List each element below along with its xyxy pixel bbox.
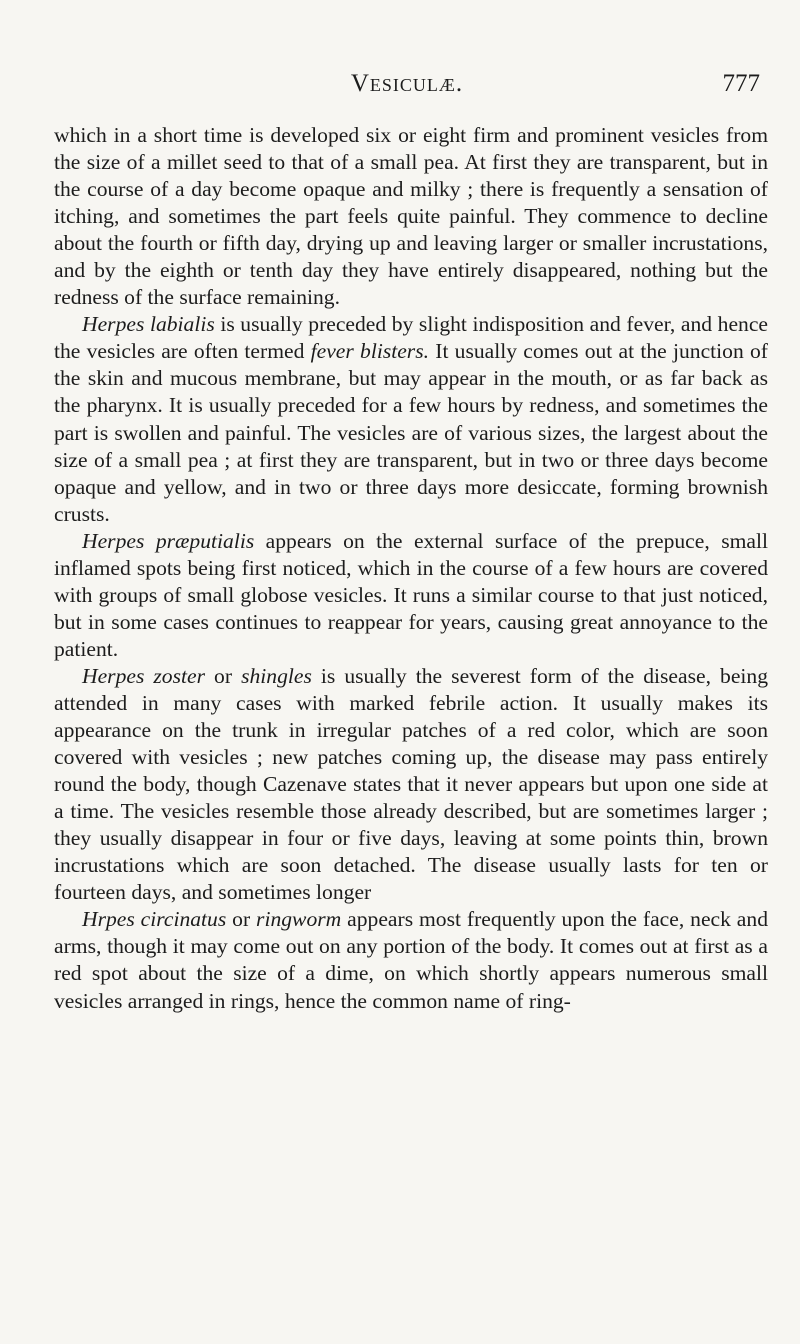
paragraph-continuation <box>54 122 768 311</box>
term-herpes-labialis: Herpes labialis <box>82 312 215 337</box>
running-title: Vesiculæ. <box>350 70 464 97</box>
body-text <box>54 122 768 1015</box>
page-number: 777 <box>722 70 760 97</box>
paragraph-text: is usually preceded by slight indisposition and fever, and hence the vesicles are often termed <box>54 312 768 364</box>
paragraph-text: It usually comes out at the junction of the skin and mucous membrane, but may appear in the mouth, or as far back as the pharynx. It is usually preceded for a few hours by redness, and sometimes the part is swollen and painful. The vesicles are of various sizes, the largest about the size of a small pea ; at first they are transparent, but in two or three days become opaque and yellow, and in two or three days more desiccate, forming brownish crusts. <box>54 339 768 526</box>
term-herpes-circinatus: Hrpes circinatus <box>82 907 227 932</box>
paragraph-text: which in a short time is developed six or eight firm and prominent vesicles from the size of a millet seed to that of a small pea. At first they are transparent, but in the course of a day become opaque and milky ; there is frequently a sensation of itching, and sometimes the part feels quite painful. They commence to decline about the fourth or fifth day, drying up and leaving larger or smaller incrustations, and by the eighth or tenth day they have entirely disappeared, nothing but the redness of the surface remaining. <box>54 123 768 310</box>
paragraph-text: appears on the external surface of the prepuce, small inflamed spots being first noticed, which in the course of a few hours are covered with groups of small globose vesicles. It runs a similar course to that just noticed, but in some cases continues to reappear for years, causing great annoyance to the patient. <box>54 528 768 661</box>
paragraph-herpes-labialis <box>54 311 768 527</box>
paragraph-text: is usually the severest form of the disease, being attended in many cases with marked febrile action. It usually makes its appearance on the trunk in irregular patches of a red color, which are soon covered with vesicles ; new patches coming up, the disease may pass entirely round the body, though Cazenave states that it never appears but upon one side at a time. The vesicles resemble those already described, but are sometimes larger ; they usually disappear in four or five days, leaving at some points thin, brown incrustations which are soon detached. The disease usually lasts for ten or fourteen days, and sometimes longer <box>54 663 768 905</box>
paragraph-herpes-circinatus <box>54 906 768 1014</box>
term-shingles: shingles <box>241 663 312 688</box>
term-ringworm: ringworm <box>256 907 342 932</box>
term-fever-blisters: fever blisters. <box>310 339 430 364</box>
term-herpes-praeputialis: Herpes præputialis <box>82 528 255 553</box>
paragraph-text: or <box>205 663 242 688</box>
running-head <box>54 70 760 106</box>
paragraph-herpes-zoster <box>54 663 768 906</box>
paragraph-text: or <box>226 907 257 932</box>
paragraph-herpes-praeputialis <box>54 528 768 663</box>
term-herpes-zoster: Herpes zoster <box>82 663 205 688</box>
paragraph-text: appears most frequently upon the face, neck and arms, though it may come out on any portion of the body. It comes out at first as a red spot about the size of a dime, on which shortly appears numerous small vesicles arranged in rings, hence the common name of ring- <box>54 907 768 1013</box>
